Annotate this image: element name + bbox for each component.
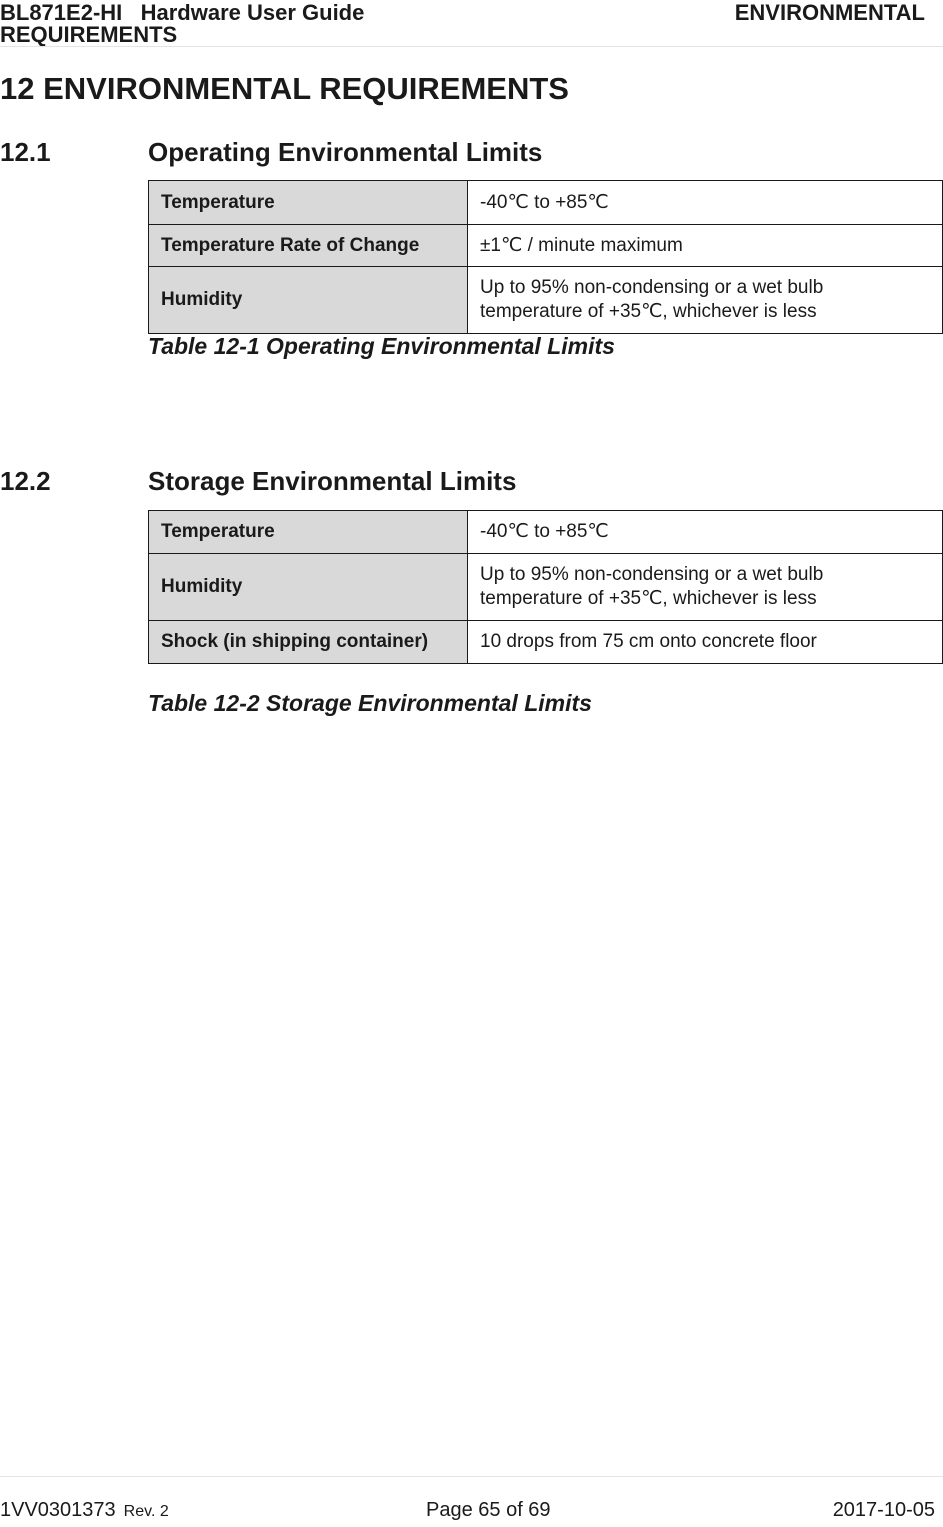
- row-value: -40℃ to +85℃: [468, 511, 943, 554]
- section-title-text: Storage Environmental Limits: [148, 466, 517, 496]
- revision: Rev. 2: [123, 1503, 169, 1520]
- table-row: [149, 225, 943, 267]
- row-label: Temperature Rate of Change: [149, 225, 468, 267]
- table-caption-storage: Table 12-2 Storage Environmental Limits: [148, 690, 592, 716]
- row-label: Temperature: [149, 511, 468, 554]
- chapter-title: 12 ENVIRONMENTAL REQUIREMENTS: [0, 71, 569, 106]
- row-label: Temperature: [149, 181, 468, 225]
- row-label: Shock (in shipping container): [149, 621, 468, 664]
- page-number: Page 65 of 69: [426, 1499, 551, 1521]
- header-chapter-name: ENVIRONMENTAL: [734, 0, 925, 25]
- storage-limits-table: [148, 510, 943, 664]
- table-caption-operating: Table 12-1 Operating Environmental Limits: [148, 333, 615, 359]
- table-row: [149, 554, 943, 621]
- row-label: Humidity: [149, 267, 468, 334]
- operating-limits-table: [148, 180, 943, 334]
- header-document-title: BL871E2-HI Hardware User Guide: [0, 0, 365, 25]
- row-value: Up to 95% non-condensing or a wet bulb temperature of +35℃, whichever is less: [468, 267, 943, 334]
- table-row: [149, 511, 943, 554]
- section-heading-storage-limits: [0, 465, 516, 497]
- footer-doc-id: [0, 1497, 169, 1525]
- row-value: ±1℃ / minute maximum: [468, 225, 943, 267]
- document-date: 2017-10-05: [832, 1499, 935, 1521]
- page-header: [0, 0, 943, 47]
- row-label: Humidity: [149, 554, 468, 621]
- section-title-text: Operating Environmental Limits: [148, 137, 543, 167]
- page-footer: [0, 1476, 943, 1527]
- section-number: 12.1: [0, 137, 51, 167]
- table-row: [149, 621, 943, 664]
- section-heading-operating-limits: [0, 136, 542, 168]
- row-value: -40℃ to +85℃: [468, 181, 943, 225]
- header-chapter-name-continued: REQUIREMENTS: [0, 22, 178, 46]
- doc-number: 1VV0301373: [0, 1499, 116, 1521]
- table-row: [149, 267, 943, 334]
- row-value: 10 drops from 75 cm onto concrete floor: [468, 621, 943, 664]
- section-number: 12.2: [0, 466, 51, 496]
- row-value: Up to 95% non-condensing or a wet bulb temperature of +35℃, whichever is less: [468, 554, 943, 621]
- table-row: [149, 181, 943, 225]
